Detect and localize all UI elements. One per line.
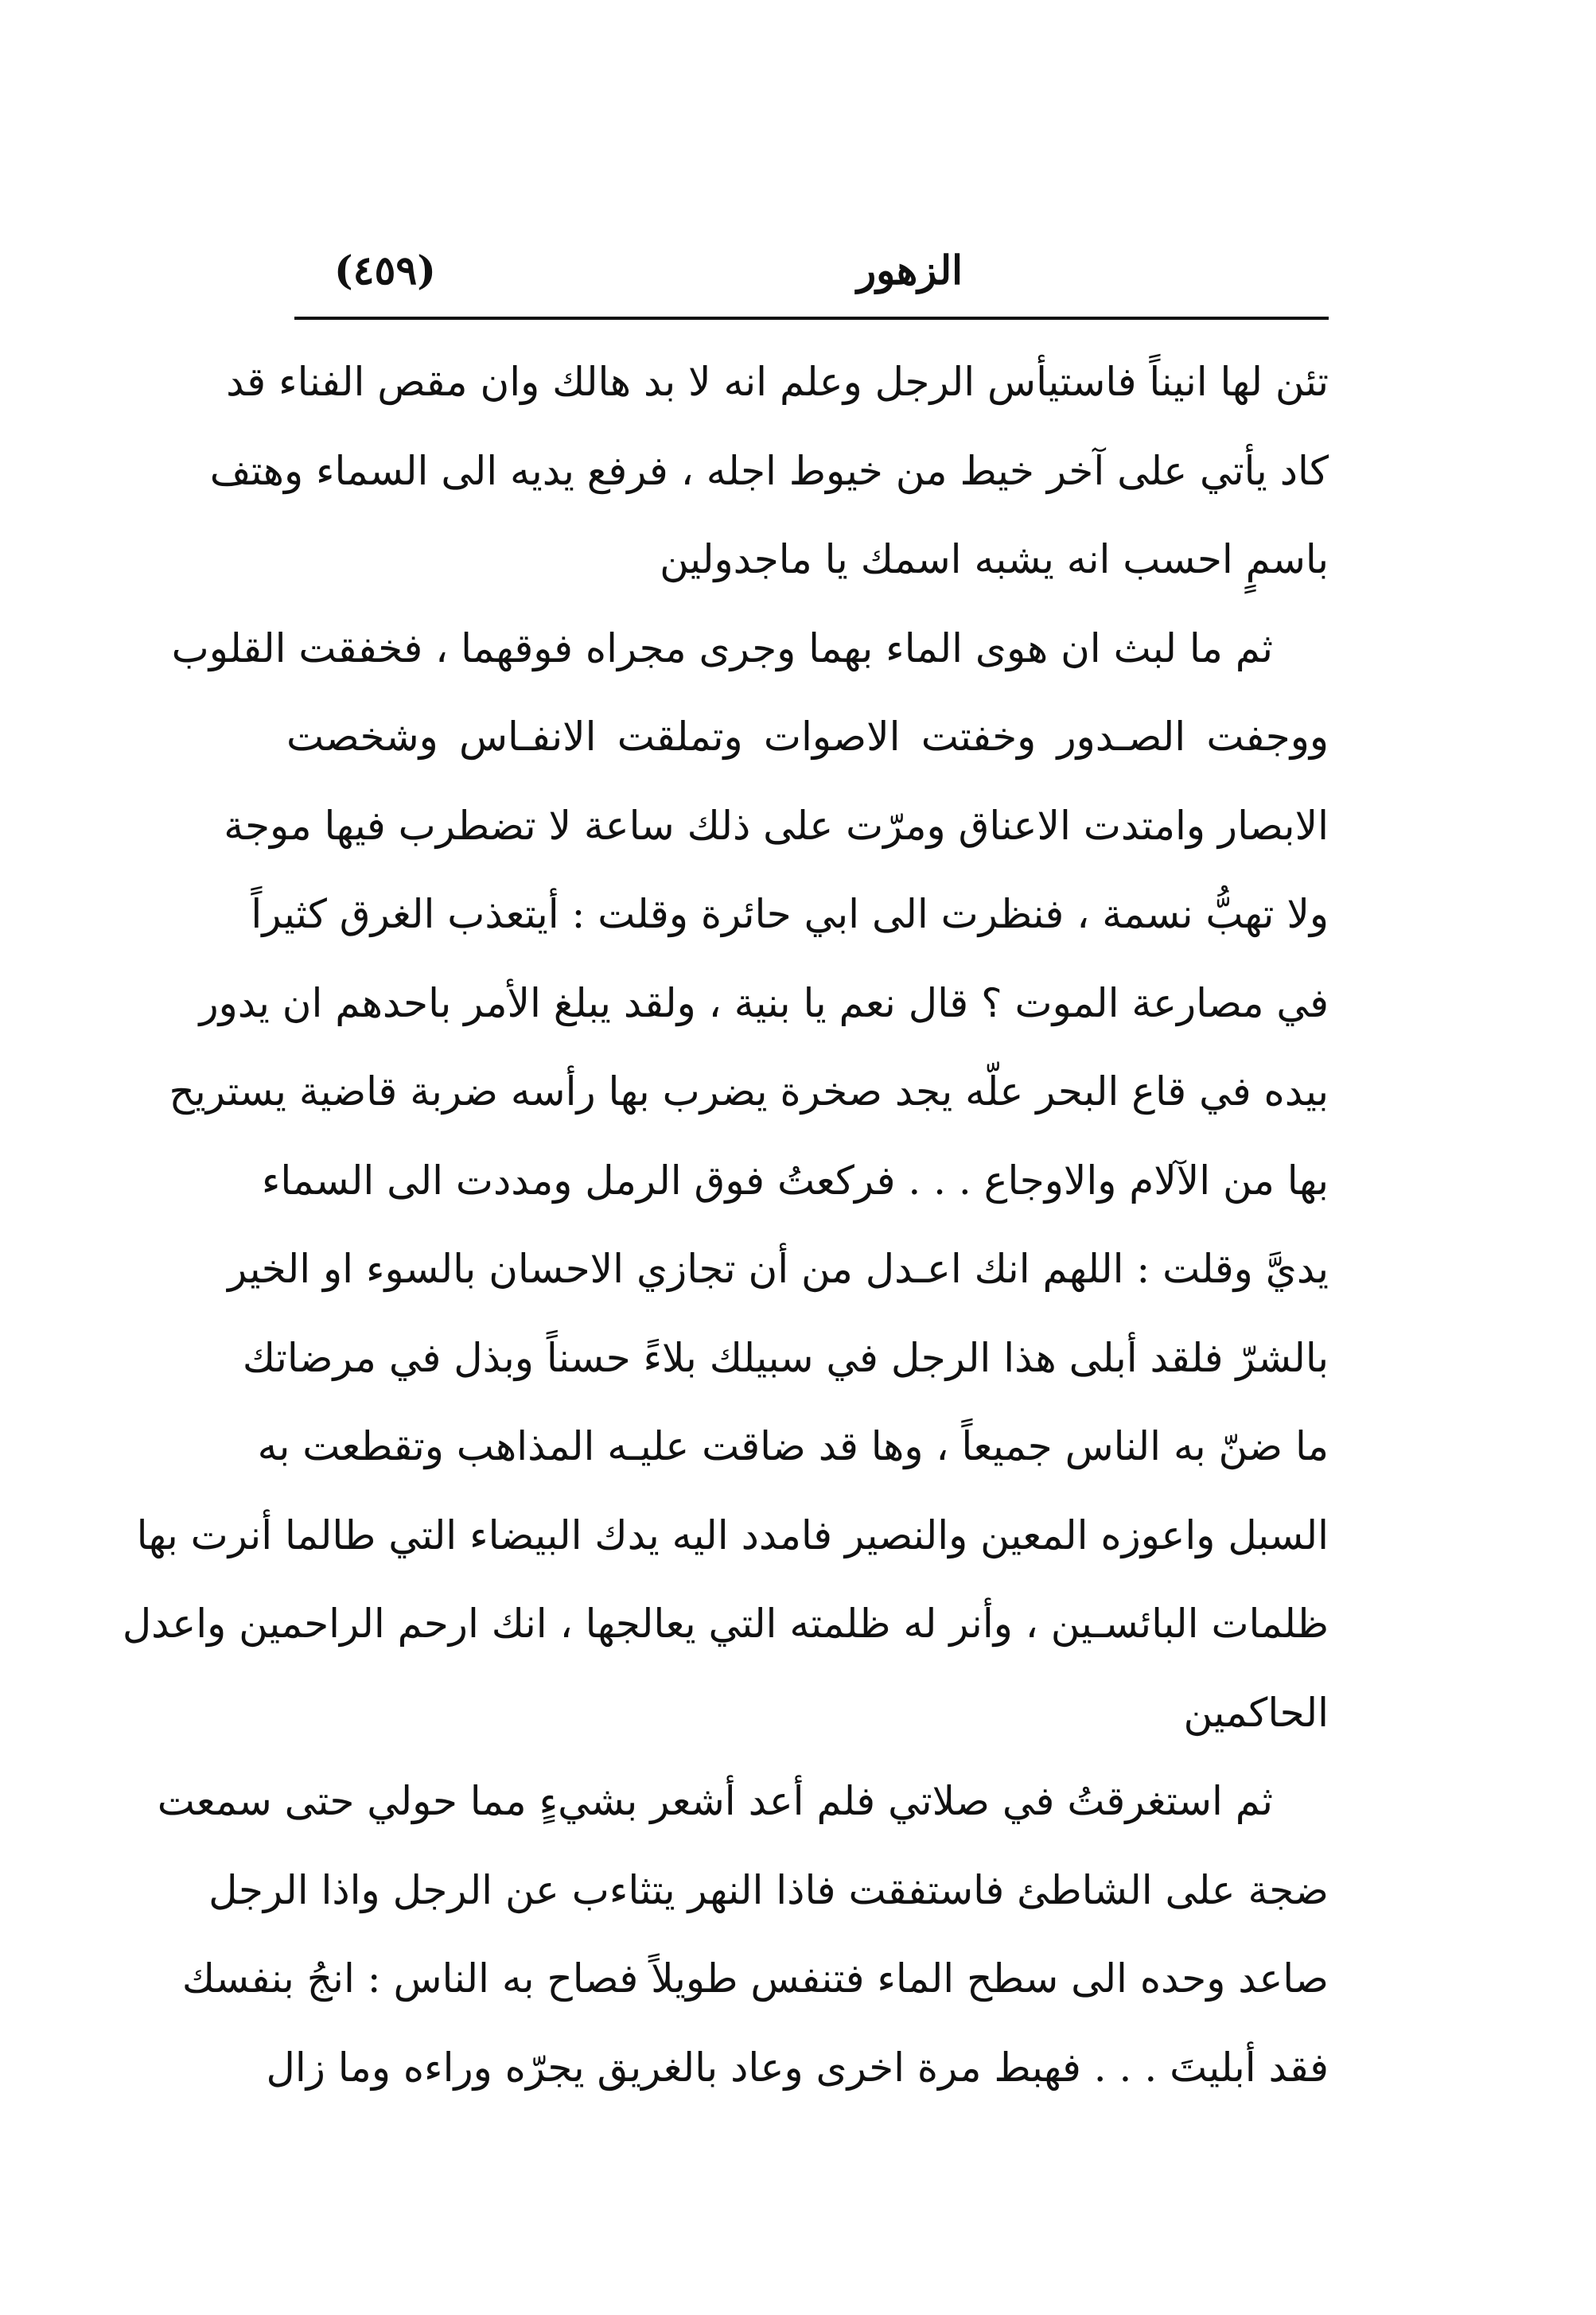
text-line: الابصار وامتدت الاعناق ومرّت على ذلك ساعة لا تضطرب فيها موجة (224, 802, 1329, 849)
text-line: في مصارعة الموت ؟ قال نعم يا بنية ، ولقد يبلغ الأمر باحدهم ان يدور (199, 979, 1329, 1026)
text-line: ظلمات البائسـين ، وأنر له ظلمته التي يعالجها ، انك ارحم الراحمين واعدل (122, 1601, 1329, 1647)
text-line: ثم ما لبث ان هوى الماء بهما وجرى مجراه فوقهما ، فخفقت القلوب (171, 624, 1273, 671)
text-line: صاعد وحده الى سطح الماء فتنفس طويلاً فصاح به الناس : انجُ بنفسك (181, 1955, 1329, 2002)
text-line: فقد أبليتَ . . . فهبط مرة اخرى وعاد بالغريق يجرّه وراءه وما زال (266, 2044, 1329, 2091)
text-line: بيده في قاع البحر علّه يجد صخرة يضرب بها رأسه ضربة قاضية يستريح (169, 1068, 1329, 1115)
text-line: باسمٍ احسب انه يشبه اسمك يا ماجدولين (660, 536, 1329, 582)
text-line: الحاكمين (1183, 1689, 1329, 1736)
text-line: بها من الآلام والاوجاع . . . فركعتُ فوق الرمل ومددت الى السماء (261, 1157, 1329, 1204)
text-line: يديَّ وقلت : اللهم انك اعـدل من أن تجازي الاحسان بالسوء او الخير (228, 1246, 1329, 1292)
page-number: (٤٥٩) (334, 247, 436, 294)
header-rule (294, 317, 1329, 320)
text-line: ضجة على الشاطئ فاستفقت فاذا النهر يتثاءب عن الرجل واذا الرجل (208, 1866, 1329, 1913)
text-line: السبل واعوزه المعين والنصير فامدد اليه يدك البيضاء التي طالما أنرت بها (136, 1512, 1329, 1558)
text-line: ما ضنّ به الناس جميعاً ، وها قد ضاقت عليـه المذاهب وتقطعت به (257, 1423, 1329, 1469)
text-line: كاد يأتي على آخر خيط من خيوط اجله ، فرفع يديه الى السماء وهتف (209, 447, 1329, 494)
text-line: تئن لها انيناً فاستيأس الرجل وعلم انه لا بد هالك وان مقص الفناء قد (226, 359, 1329, 405)
page-header (294, 239, 1329, 302)
text-line: ولا تهبُّ نسمة ، فنظرت الى ابي حائرة وقلت : أيتعذب الغرق كثيراً (251, 891, 1329, 937)
text-line: ثم استغرقتُ في صلاتي فلم أعد أشعر بشيءٍ مما حولي حتى سمعت (157, 1778, 1273, 1824)
running-title: الزهور (856, 247, 963, 294)
body-text (122, 338, 1329, 2112)
text-line: ووجفت الصـدور وخفتت الاصوات وتملقت الانفـاس وشخصت (286, 714, 1329, 760)
text-line: بالشرّ فلقد أبلى هذا الرجل في سبيلك بلاءً حسناً وبذل في مرضاتك (242, 1334, 1329, 1381)
